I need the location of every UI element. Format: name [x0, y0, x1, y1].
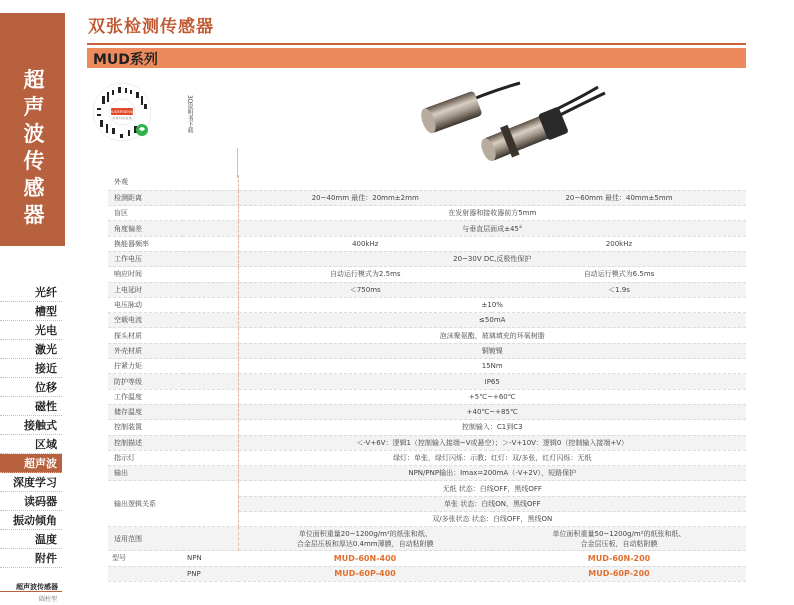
sidebar-item-5[interactable]: 位移 [0, 378, 62, 397]
spec-value: 双/多张状态 状态：白线OFF，黑线ON [238, 512, 746, 527]
sidebar-item-14[interactable]: 附件 [0, 549, 62, 568]
sidebar-item-1[interactable]: 槽型 [0, 302, 62, 321]
spec-value: 20~30V DC,反极性保护 [238, 251, 746, 266]
spec-row [108, 389, 746, 404]
spec-label: 储存温度 [108, 404, 238, 419]
spec-label: 外壳材质 [108, 343, 238, 358]
spec-row [108, 450, 746, 465]
spec-table [108, 175, 746, 582]
page-title: 双张检测传感器 [88, 17, 214, 37]
spec-label: 角度偏差 [108, 221, 238, 236]
scope-line: 合金层压板和厚达0.4mm薄膜，自动粘附膜 [296, 539, 434, 548]
series-header [87, 48, 746, 68]
series-title: MUD系列 [93, 52, 158, 68]
spec-value: 15Nm [238, 359, 746, 374]
model-number: MUD-60P-400 [238, 566, 492, 581]
spec-row [108, 566, 746, 581]
scope-line: 单位面积重量20~1200g/m²的纸张和纸、 [298, 529, 432, 538]
spec-value: ＜-V+6V：逻辑1（控制输入接端~V或悬空）；＞-V+10V：逻辑0（控制输入接端+V） [238, 435, 746, 450]
spec-row [108, 175, 746, 190]
spec-label: 适用范围 [108, 527, 238, 551]
sidebar-item-8[interactable]: 区域 [0, 435, 62, 454]
spec-value-col2: 200kHz [492, 236, 746, 251]
spec-value-col1: 自动运行模式为2.5ms [238, 267, 492, 282]
spec-row [108, 267, 746, 282]
spec-label: 指示灯 [108, 450, 238, 465]
appearance-divider [237, 148, 238, 178]
spec-value: 无纸 状态：白线OFF，黑线OFF [238, 481, 746, 496]
spec-value: +40℃~+85℃ [238, 404, 746, 419]
category-title: 超声波传感器 [23, 68, 45, 227]
scope-line: 合金层压板，自动粘附膜 [580, 539, 658, 548]
spec-row [108, 343, 746, 358]
spec-value: 绿灯：单张，绿灯闪烁：示教；红灯：双/多张，红灯闪烁：无纸 [238, 450, 746, 465]
spec-value-col2 [492, 527, 746, 551]
spec-label: 输出逻辑关系 [108, 481, 238, 527]
spec-row [108, 481, 746, 496]
spec-row [108, 404, 746, 419]
sidebar-item-7[interactable]: 接触式 [0, 416, 62, 435]
sidebar-item-4[interactable]: 接近 [0, 359, 62, 378]
spec-row [108, 221, 746, 236]
spec-label: 控制描述 [108, 435, 238, 450]
spec-label: 防护等级 [108, 374, 238, 389]
footer-subtitle: 圆柱型 [39, 596, 58, 603]
spec-label: 外观 [108, 175, 238, 190]
mini-program-qr-code[interactable] [92, 82, 180, 142]
spec-value: IP65 [238, 374, 746, 389]
spec-label: 输出 [108, 466, 238, 481]
sidebar-item-6[interactable]: 磁性 [0, 397, 62, 416]
qr-download-note: 3D说明书下载 [186, 95, 193, 134]
spec-value-col1: 400kHz [238, 236, 492, 251]
spec-value-col1 [238, 527, 492, 551]
spec-value-col1: ＜750ms [238, 282, 492, 297]
spec-value: 泡沫聚氨酯，玻璃填充的环氧树脂 [238, 328, 746, 343]
spec-value-col2: 自动运行模式为6.5ms [492, 267, 746, 282]
title-underline [87, 43, 746, 45]
spec-row [108, 420, 746, 435]
spec-label: 盲区 [108, 206, 238, 221]
sidebar-nav [0, 283, 62, 568]
spec-row [108, 313, 746, 328]
spec-value: 在发射器和接收器前方5mm [238, 206, 746, 221]
spec-label: 换能器频率 [108, 236, 238, 251]
sidebar-item-9[interactable]: 超声波 [0, 454, 62, 473]
product-image [400, 75, 620, 177]
spec-label: 空载电流 [108, 313, 238, 328]
spec-row [108, 190, 746, 205]
sidebar-item-13[interactable]: 温度 [0, 530, 62, 549]
spec-row [108, 359, 746, 374]
model-type-label: NPN [183, 551, 238, 566]
model-type-label: PNP [183, 566, 238, 581]
spec-label: 响应时间 [108, 267, 238, 282]
model-number: MUD-60P-200 [492, 566, 746, 581]
model-number: MUD-60N-400 [238, 551, 492, 566]
spec-row [108, 251, 746, 266]
spec-value-col2: ＜1.9s [492, 282, 746, 297]
spec-row [108, 466, 746, 481]
sidebar-item-12[interactable]: 振动倾角 [0, 511, 62, 530]
spec-value: 铜镀镍 [238, 343, 746, 358]
spec-value: ≤50mA [238, 313, 746, 328]
spec-row [108, 206, 746, 221]
spec-row [108, 328, 746, 343]
sidebar-item-3[interactable]: 激光 [0, 340, 62, 359]
spec-value: 与垂直层面成±45° [238, 221, 746, 236]
spec-row [108, 236, 746, 251]
spec-label: 拧紧力矩 [108, 359, 238, 374]
spec-value-col1: 20~40mm 最佳：20mm±2mm [238, 190, 492, 205]
spec-label: 探头材质 [108, 328, 238, 343]
scope-line: 单位面积重量50~1200g/m²的纸张和纸、 [552, 529, 686, 538]
spec-value [238, 175, 746, 190]
spec-label: 电压脉动 [108, 297, 238, 312]
spec-label: 工作电压 [108, 251, 238, 266]
model-number: MUD-60N-200 [492, 551, 746, 566]
spec-value-col2: 20~60mm 最佳：40mm±5mm [492, 190, 746, 205]
spec-label: 型号 [108, 551, 183, 566]
spec-value: ±10% [238, 297, 746, 312]
spec-row [108, 527, 746, 551]
spec-label: 上电延时 [108, 282, 238, 297]
spec-label: 工作温度 [108, 389, 238, 404]
footer-divider [0, 591, 62, 592]
category-banner [0, 13, 65, 246]
spec-value: 控制输入：C1到C3 [238, 420, 746, 435]
spec-row [108, 435, 746, 450]
spec-value: +5℃~+60℃ [238, 389, 746, 404]
qr-logo-subtext: 尚 颂 科 技 传 感 [112, 117, 132, 120]
sidebar-item-2[interactable]: 光电 [0, 321, 62, 340]
sidebar-item-0[interactable]: 光纤 [0, 283, 62, 302]
spec-value: 单张 状态：白线ON，黑线OFF [238, 496, 746, 511]
spec-row [108, 551, 746, 566]
sidebar-item-10[interactable]: 深度学习 [0, 473, 62, 492]
spec-label [108, 566, 183, 581]
spec-row [108, 374, 746, 389]
sidebar-item-11[interactable]: 读码器 [0, 492, 62, 511]
spec-label: 控制装置 [108, 420, 238, 435]
spec-row [108, 297, 746, 312]
spec-row [108, 282, 746, 297]
spec-label: 检测距离 [108, 190, 238, 205]
spec-value: NPN/PNP输出：Imax=200mA（-V+2V），短路保护 [238, 466, 746, 481]
qr-logo-text: MUDERSENSE [109, 110, 135, 114]
footer-title: 超声波传感器 [16, 583, 58, 591]
